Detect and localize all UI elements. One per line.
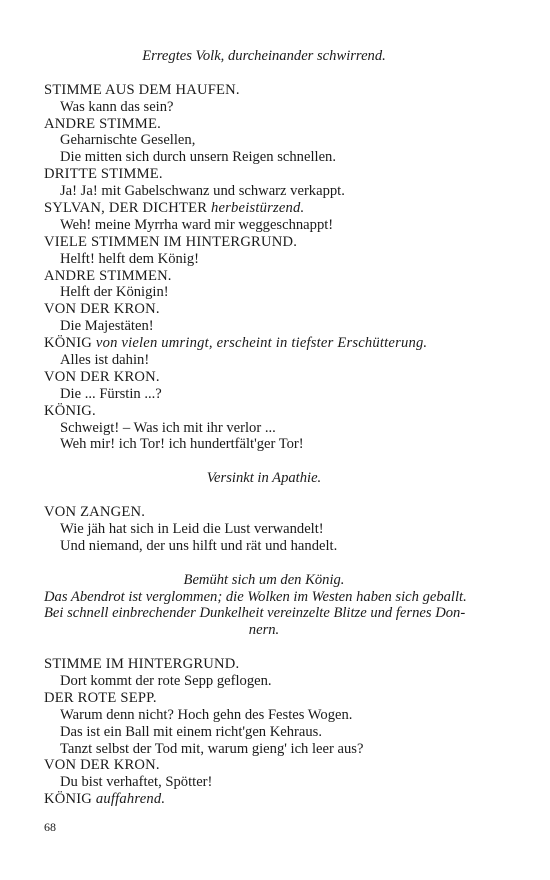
verse-line: Warum denn nicht? Hoch gehn des Festes Wogen.: [60, 706, 353, 723]
speaker-with-direction: [44, 200, 484, 217]
verse-line: Alles ist dahin!: [60, 352, 150, 369]
verse-line: Die ... Fürstin ...?: [60, 385, 162, 402]
inline-stage-direction: von vielen umringt, erscheint in tiefster Erschütterung.: [95, 335, 428, 352]
inline-stage-direction: auffahrend.: [95, 791, 166, 808]
verse-line: Geharnischte Gesellen,: [60, 132, 196, 149]
speaker-name: VON DER KRON.: [44, 757, 160, 774]
speaker-name: ANDRE STIMMEN.: [44, 267, 172, 284]
blank-line: [44, 453, 484, 470]
stage-direction: Versinkt in Apathie.: [206, 470, 322, 487]
speaker-name: KÖNIG: [44, 791, 93, 808]
verse-line: Du bist verhaftet, Spötter!: [60, 774, 213, 791]
speaker-name: DRITTE STIMME.: [44, 166, 163, 183]
speaker-name: VIELE STIMMEN IM HINTERGRUND.: [44, 233, 298, 250]
speaker-name: SYLVAN, DER DICHTER: [44, 200, 208, 217]
verse-line: Und niemand, der uns hilft und rät und handelt.: [60, 537, 338, 554]
verse-line: Die mitten sich durch unsern Reigen schnellen.: [60, 149, 336, 166]
verse-line: Tanzt selbst der Tod mit, warum gieng' ich leer aus?: [60, 740, 364, 757]
verse-line: Weh! meine Myrrha ward mir weggeschnappt!: [60, 216, 334, 233]
speaker-name: VON DER KRON.: [44, 368, 160, 385]
speaker-name: STIMME AUS DEM HAUFEN.: [44, 81, 240, 98]
stage-direction: Erregtes Volk, durcheinander schwirrend.: [142, 48, 386, 64]
stage-direction: Bemüht sich um den König.: [183, 571, 345, 588]
verse-line: Ja! Ja! mit Gabelschwanz und schwarz verkappt.: [60, 183, 345, 200]
speaker-with-direction: [44, 335, 484, 352]
stage-direction: nern.: [248, 622, 280, 639]
blank-line: [44, 487, 484, 504]
stage-direction: Bei schnell einbrechender Dunkelheit vereinzelte Blitze und fernes Don-: [44, 605, 466, 622]
verse-line: Helft der Königin!: [60, 284, 169, 301]
blank-line: [44, 555, 484, 572]
speaker-name: DER ROTE SEPP.: [44, 689, 157, 706]
blank-line: [44, 639, 484, 656]
speaker-name: KÖNIG.: [44, 402, 96, 419]
verse-line: Was kann das sein?: [60, 98, 174, 115]
speaker-name: KÖNIG: [44, 335, 93, 352]
page-text: [44, 48, 484, 808]
verse-line: Helft! helft dem König!: [60, 250, 200, 267]
verse-line: Wie jäh hat sich in Leid die Lust verwandelt!: [60, 520, 324, 537]
speaker-with-direction: [44, 791, 484, 808]
page-number: 68: [44, 820, 56, 834]
inline-stage-direction: herbeistürzend.: [211, 200, 305, 217]
verse-line: Die Majestäten!: [60, 318, 154, 335]
verse-line: Weh mir! ich Tor! ich hundertfält'ger Tor!: [60, 436, 304, 453]
verse-line: Dort kommt der rote Sepp geflogen.: [60, 672, 272, 689]
speaker-name: VON ZANGEN.: [44, 504, 146, 521]
verse-line: Das ist ein Ball mit einem richt'gen Kehraus.: [60, 723, 323, 740]
speaker-name: VON DER KRON.: [44, 301, 160, 318]
speaker-name: ANDRE STIMME.: [44, 115, 161, 132]
blank-line: [44, 65, 484, 82]
speaker-name: STIMME IM HINTERGRUND.: [44, 656, 240, 673]
stage-direction: Das Abendrot ist verglommen; die Wolken im Westen haben sich geballt.: [44, 588, 467, 605]
verse-line: Schweigt! – Was ich mit ihr verlor ...: [60, 419, 276, 436]
